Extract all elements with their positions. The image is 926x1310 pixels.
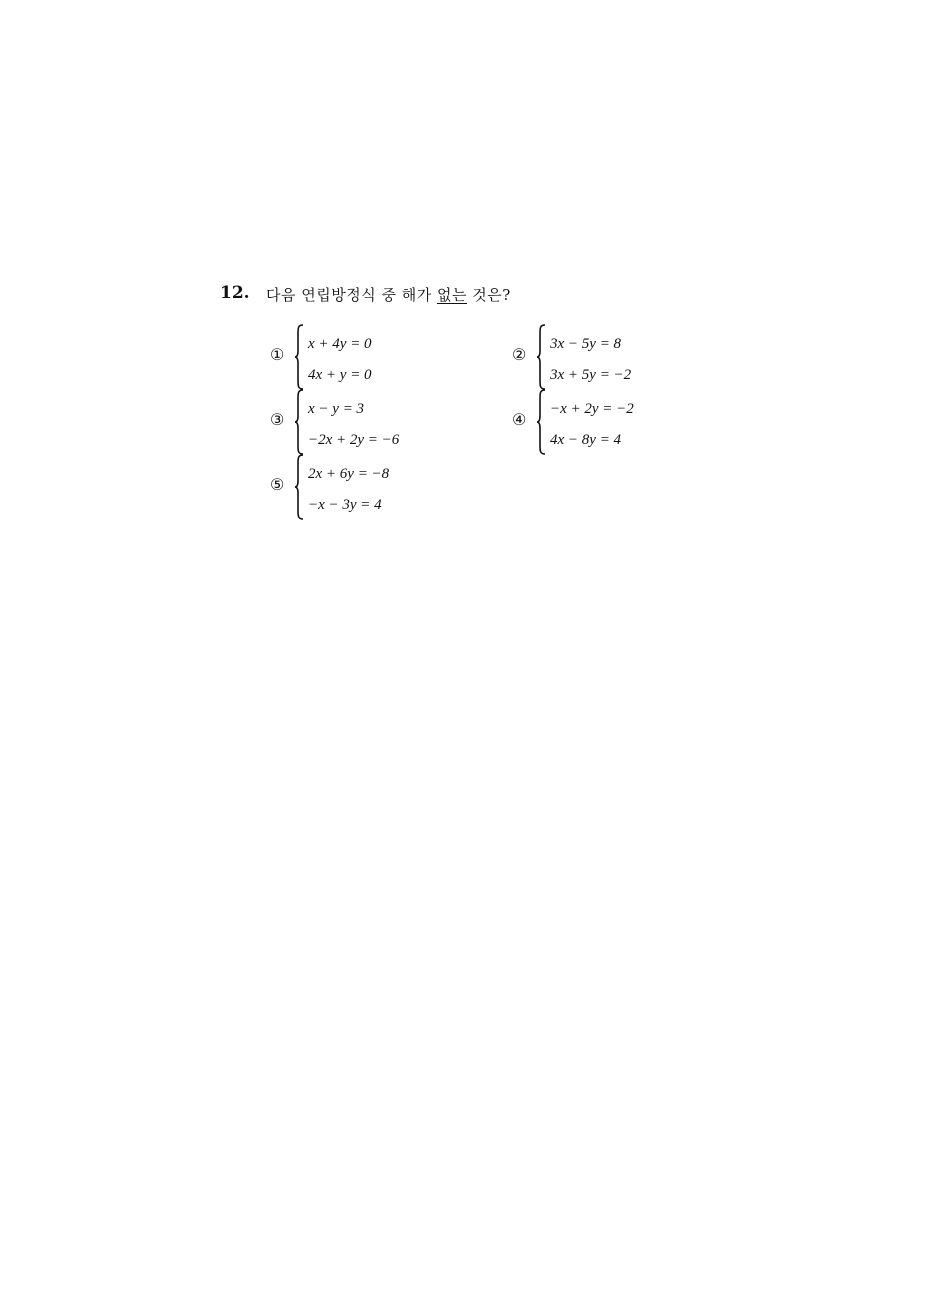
equation-2: 3x + 5y = −2 [550,367,632,383]
brace-icon [536,324,546,390]
equation-2: −x − 3y = 4 [308,497,382,513]
choice-4[interactable] [512,389,732,455]
equation-2: 4x + y = 0 [308,367,372,383]
question-number: 12. [220,283,250,303]
equation-1: 3x − 5y = 8 [550,336,622,352]
brace-icon [294,389,304,455]
equation-1: −x + 2y = −2 [550,401,634,417]
choice-marker: ③ [270,410,285,429]
equation-2: −2x + 2y = −6 [308,432,400,448]
choice-marker: ⑤ [270,475,285,494]
brace-icon [294,324,304,390]
choice-marker: ④ [512,410,527,429]
brace-icon [536,389,546,455]
equation-2: 4x − 8y = 4 [550,432,622,448]
choice-marker: ① [270,345,285,364]
stem-emphasis: 없는 [436,286,467,304]
stem-text-after: 것은? [466,286,511,304]
question-stem [266,284,511,305]
brace-icon [294,454,304,520]
stem-text-before: 다음 연립방정식 중 해가 [266,286,437,304]
choice-2[interactable] [512,324,732,390]
choice-marker: ② [512,345,527,364]
equation-1: x + 4y = 0 [308,336,372,352]
equation-1: x − y = 3 [308,401,365,417]
equation-1: 2x + 6y = −8 [308,466,390,482]
choice-5[interactable] [270,454,490,520]
choice-1[interactable] [270,324,490,390]
choice-3[interactable] [270,389,490,455]
